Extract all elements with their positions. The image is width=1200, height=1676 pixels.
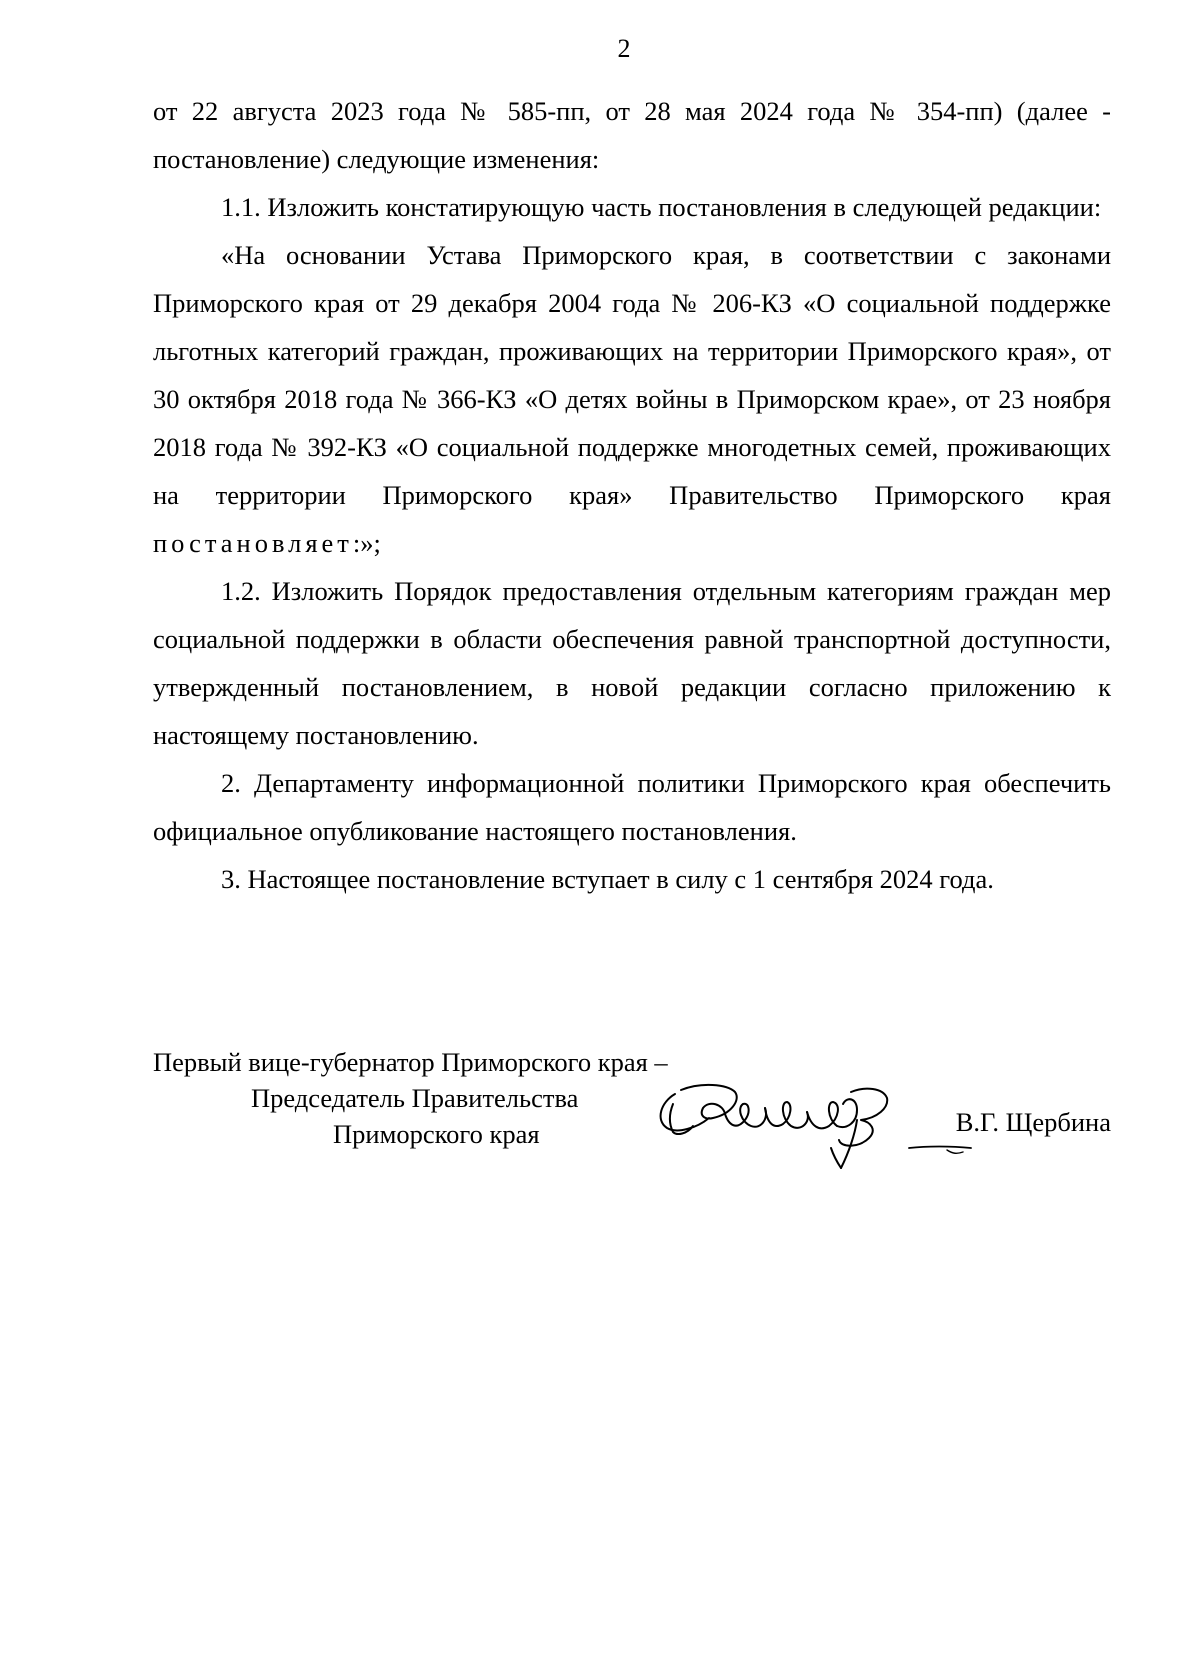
signer-name: В.Г. Щербина xyxy=(955,1107,1111,1137)
signer-position-line-1: Первый вице-губернатор Приморского края – xyxy=(153,1047,668,1077)
paragraph-2: 2. Департаменту информационной политики Приморского края обеспечить официальное опубликование настоящего постановления. xyxy=(153,768,1111,846)
page-number: 2 xyxy=(617,34,631,63)
signer-position-line-3: Приморского края xyxy=(333,1119,540,1149)
signature-block xyxy=(153,1046,1111,1166)
preamble-tail: :»; xyxy=(352,528,381,558)
paragraph-1-2: 1.2. Изложить Порядок предоставления отдельным категориям граждан мер социальной поддержки в области обеспечения равной транспортной доступности, утвержденный постановлением, в новой редакции согласно приложению к настоящему постановлению. xyxy=(153,576,1111,750)
paragraph-3: 3. Настоящее постановление вступает в силу с 1 сентября 2024 года. xyxy=(221,864,994,894)
paragraph-intro-continuation: от 22 августа 2023 года № 585-пп, от 28 мая 2024 года № 354-пп) (далее - постановление) следующие изменения: xyxy=(153,96,1111,174)
handwritten-signature xyxy=(651,1074,903,1174)
preamble-text: «На основании Устава Приморского края, в соответствии с законами Приморского края от 29 декабря 2004 года № 206-КЗ «О социальной поддержке льготных категорий граждан, проживающих на территории Приморского края», от 30 октября 2018 года № 366-КЗ «О детях войны в Приморском крае», от 23 ноября 2018 года № 392-КЗ «О социальной поддержке многодетных семей, проживающих на территории Приморского края» Правительство Приморского края xyxy=(153,240,1111,510)
signature-underline xyxy=(907,1142,973,1156)
signer-position-line-2: Председатель Правительства xyxy=(251,1083,579,1113)
paragraph-quoted-preamble xyxy=(153,231,1111,567)
paragraph-1-1: 1.1. Изложить констатирующую часть постановления в следующей редакции: xyxy=(221,192,1102,222)
document-body xyxy=(153,87,1111,903)
preamble-spaced-word: постановляет xyxy=(153,528,353,558)
